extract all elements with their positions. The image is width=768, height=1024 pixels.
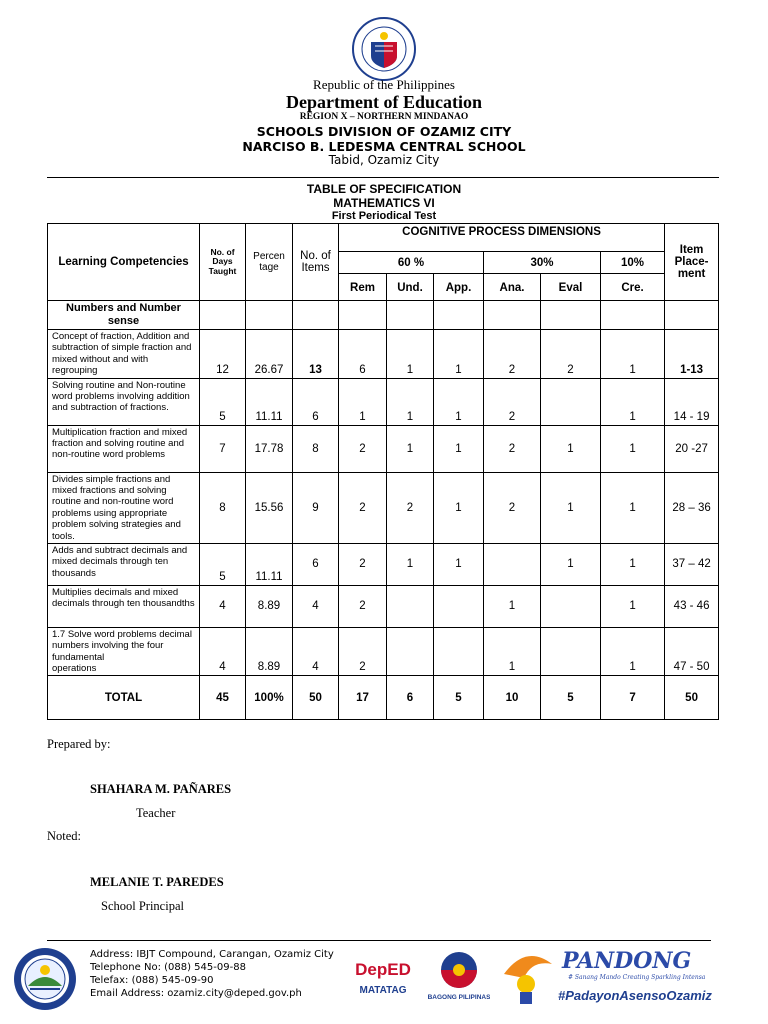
- footer-telephone: Telephone No: (088) 545-09-88: [90, 962, 246, 973]
- eval-cell: [541, 627, 601, 676]
- und-cell: 2: [387, 472, 434, 543]
- table-title: TABLE OF SPECIFICATION: [306, 182, 462, 196]
- ana-cell: 2: [484, 330, 541, 379]
- prepared-by-label: Prepared by:: [47, 737, 111, 751]
- und-cell: 1: [387, 378, 434, 425]
- rem-cell: 2: [339, 543, 387, 585]
- ana-cell: 1: [484, 627, 541, 676]
- republic-line: Republic of the Philippines: [313, 77, 455, 92]
- total-items: 50: [293, 676, 339, 720]
- preparer-title: Teacher: [136, 806, 176, 820]
- school-name: NARCISO B. LEDESMA CENTRAL SCHOOL: [242, 139, 526, 154]
- und-cell: [387, 585, 434, 627]
- placement-cell: 43 - 46: [665, 585, 719, 627]
- header-placement: Item Place- ment: [665, 224, 719, 301]
- days-cell: 5: [200, 378, 246, 425]
- table-row: [48, 472, 719, 543]
- pct-cell: 8.89: [246, 585, 293, 627]
- total-cre: 7: [601, 676, 665, 720]
- days-cell: 12: [200, 330, 246, 379]
- und-cell: 1: [387, 330, 434, 379]
- ana-cell: [484, 543, 541, 585]
- total-ana: 10: [484, 676, 541, 720]
- pct-cell: 11.11: [246, 543, 293, 585]
- eval-cell: 1: [541, 425, 601, 472]
- cre-cell: 1: [601, 627, 665, 676]
- placement-cell: 37 – 42: [665, 543, 719, 585]
- cre-cell: 1: [601, 330, 665, 379]
- ana-cell: 2: [484, 472, 541, 543]
- header-dimensions: COGNITIVE PROCESS DIMENSIONS: [339, 224, 665, 252]
- items-cell: 4: [293, 627, 339, 676]
- eval-cell: 1: [541, 543, 601, 585]
- total-placement: 50: [665, 676, 719, 720]
- placement-cell: 20 -27: [665, 425, 719, 472]
- noter-name: MELANIE T. PAREDES: [90, 875, 224, 889]
- header-ana: Ana.: [484, 274, 541, 301]
- eval-cell: [541, 585, 601, 627]
- rem-cell: 2: [339, 472, 387, 543]
- header-percentage: Percen tage: [246, 224, 293, 301]
- app-cell: 1: [434, 378, 484, 425]
- header-days: No. of Days Taught: [200, 224, 246, 301]
- total-rem: 17: [339, 676, 387, 720]
- days-cell: 4: [200, 627, 246, 676]
- total-label: TOTAL: [48, 676, 200, 720]
- total-pct: 100%: [246, 676, 293, 720]
- eval-cell: 2: [541, 330, 601, 379]
- competency-cell: Solving routine and Non-routine word problems involving addition and subtraction of fractions.: [48, 378, 200, 425]
- app-cell: 1: [434, 472, 484, 543]
- competency-cell: Adds and subtract decimals and mixed decimals through ten thousands: [48, 543, 200, 585]
- hashtag-text: #PadayonAsensoOzamiz: [558, 988, 712, 1003]
- competency-cell: Concept of fraction, Addition and subtraction of simple fraction and mixed without and with regrouping: [48, 330, 200, 379]
- items-cell: 13: [293, 330, 339, 379]
- cre-cell: 1: [601, 543, 665, 585]
- test-title: First Periodical Test: [331, 210, 437, 222]
- und-cell: 1: [387, 543, 434, 585]
- und-cell: 1: [387, 425, 434, 472]
- rem-cell: 2: [339, 585, 387, 627]
- deped-seal-logo: [349, 16, 419, 82]
- rem-cell: 2: [339, 425, 387, 472]
- header-cre: Cre.: [601, 274, 665, 301]
- pct-cell: 17.78: [246, 425, 293, 472]
- header-rem: Rem: [339, 274, 387, 301]
- deped-logo-text: DepED: [355, 960, 411, 979]
- eval-cell: 1: [541, 472, 601, 543]
- competency-cell: Multiplies decimals and mixed decimals through ten thousandths: [48, 585, 200, 627]
- bagong-pilipinas-text: BAGONG PILIPINAS: [428, 994, 490, 1001]
- noter-title: School Principal: [101, 899, 184, 913]
- table-row: [48, 585, 719, 627]
- matatag-text: MATATAG: [359, 985, 407, 996]
- pct-cell: 11.11: [246, 378, 293, 425]
- days-cell: 8: [200, 472, 246, 543]
- pandong-logo: [502, 944, 714, 1006]
- competency-cell: 1.7 Solve word problems decimal numbers involving the four fundamental operations: [48, 627, 200, 676]
- placement-cell: 47 - 50: [665, 627, 719, 676]
- items-cell: 9: [293, 472, 339, 543]
- footer-address: Address: IBJT Compound, Carangan, Ozamiz City: [90, 949, 334, 960]
- cre-cell: 1: [601, 585, 665, 627]
- subject-title: MATHEMATICS VI: [333, 196, 435, 210]
- header-pct-10: 10%: [601, 252, 665, 274]
- section-label: Numbers and Number sense: [48, 301, 200, 330]
- header-row-1: [48, 224, 719, 252]
- items-cell: 4: [293, 585, 339, 627]
- app-cell: 1: [434, 543, 484, 585]
- placement-cell: 28 – 36: [665, 472, 719, 543]
- rem-cell: 6: [339, 330, 387, 379]
- pct-cell: 15.56: [246, 472, 293, 543]
- region-line: REGION X – NORTHERN MINDANAO: [299, 112, 469, 122]
- table-row: [48, 330, 719, 379]
- placement-cell: 1-13: [665, 330, 719, 379]
- pct-cell: 26.67: [246, 330, 293, 379]
- header-competencies: Learning Competencies: [48, 224, 200, 301]
- pct-cell: 8.89: [246, 627, 293, 676]
- table-row: [48, 543, 719, 585]
- footer-telefax: Telefax: (088) 545-09-90: [90, 975, 214, 986]
- header-divider: [47, 177, 719, 178]
- placement-cell: 14 - 19: [665, 378, 719, 425]
- ana-cell: 2: [484, 425, 541, 472]
- footer-email: Email Address: ozamiz.city@deped.gov.ph: [90, 988, 302, 999]
- section-row: [48, 301, 719, 330]
- header-pct-30: 30%: [484, 252, 601, 274]
- days-cell: 5: [200, 543, 246, 585]
- days-cell: 7: [200, 425, 246, 472]
- und-cell: [387, 627, 434, 676]
- total-days: 45: [200, 676, 246, 720]
- table-row: [48, 425, 719, 472]
- items-cell: 6: [293, 378, 339, 425]
- total-eval: 5: [541, 676, 601, 720]
- rem-cell: 2: [339, 627, 387, 676]
- cre-cell: 1: [601, 378, 665, 425]
- competency-cell: Divides simple fractions and mixed fractions and solving routine and non-routine word problems using appropriate problem solving strategies and tools.: [48, 472, 200, 543]
- header-app: App.: [434, 274, 484, 301]
- ana-cell: 2: [484, 378, 541, 425]
- ana-cell: 1: [484, 585, 541, 627]
- division-line: SCHOOLS DIVISION OF OZAMIZ CITY: [256, 124, 512, 139]
- total-app: 5: [434, 676, 484, 720]
- header-pct-60: 60 %: [339, 252, 484, 274]
- table-row: [48, 378, 719, 425]
- total-row: [48, 676, 719, 720]
- rem-cell: 1: [339, 378, 387, 425]
- app-cell: [434, 627, 484, 676]
- footer-divider: [47, 940, 711, 941]
- header-und: Und.: [387, 274, 434, 301]
- header-eval: Eval: [541, 274, 601, 301]
- cre-cell: 1: [601, 425, 665, 472]
- division-seal-logo: [10, 946, 80, 1012]
- header-items: No. of Items: [293, 224, 339, 301]
- pandong-tagline: # Sanang Mando Creating Sparkling Intensa: [568, 974, 706, 981]
- specification-table: [47, 223, 719, 720]
- app-cell: 1: [434, 425, 484, 472]
- items-cell: 8: [293, 425, 339, 472]
- deped-matatag-logo: [351, 957, 415, 999]
- noted-label: Noted:: [47, 829, 82, 843]
- eval-cell: [541, 378, 601, 425]
- bagong-pilipinas-logo: [428, 948, 490, 1002]
- preparer-name: SHAHARA M. PAÑARES: [90, 782, 232, 796]
- pandong-title: PANDONG: [562, 948, 692, 974]
- app-cell: 1: [434, 330, 484, 379]
- days-cell: 4: [200, 585, 246, 627]
- table-row: [48, 627, 719, 676]
- department-title: Department of Education: [286, 92, 482, 112]
- app-cell: [434, 585, 484, 627]
- items-cell: 6: [293, 543, 339, 585]
- school-address: Tabid, Ozamiz City: [328, 153, 440, 167]
- cre-cell: 1: [601, 472, 665, 543]
- total-und: 6: [387, 676, 434, 720]
- competency-cell: Multiplication fraction and mixed fraction and solving routine and non-routine word problems: [48, 425, 200, 472]
